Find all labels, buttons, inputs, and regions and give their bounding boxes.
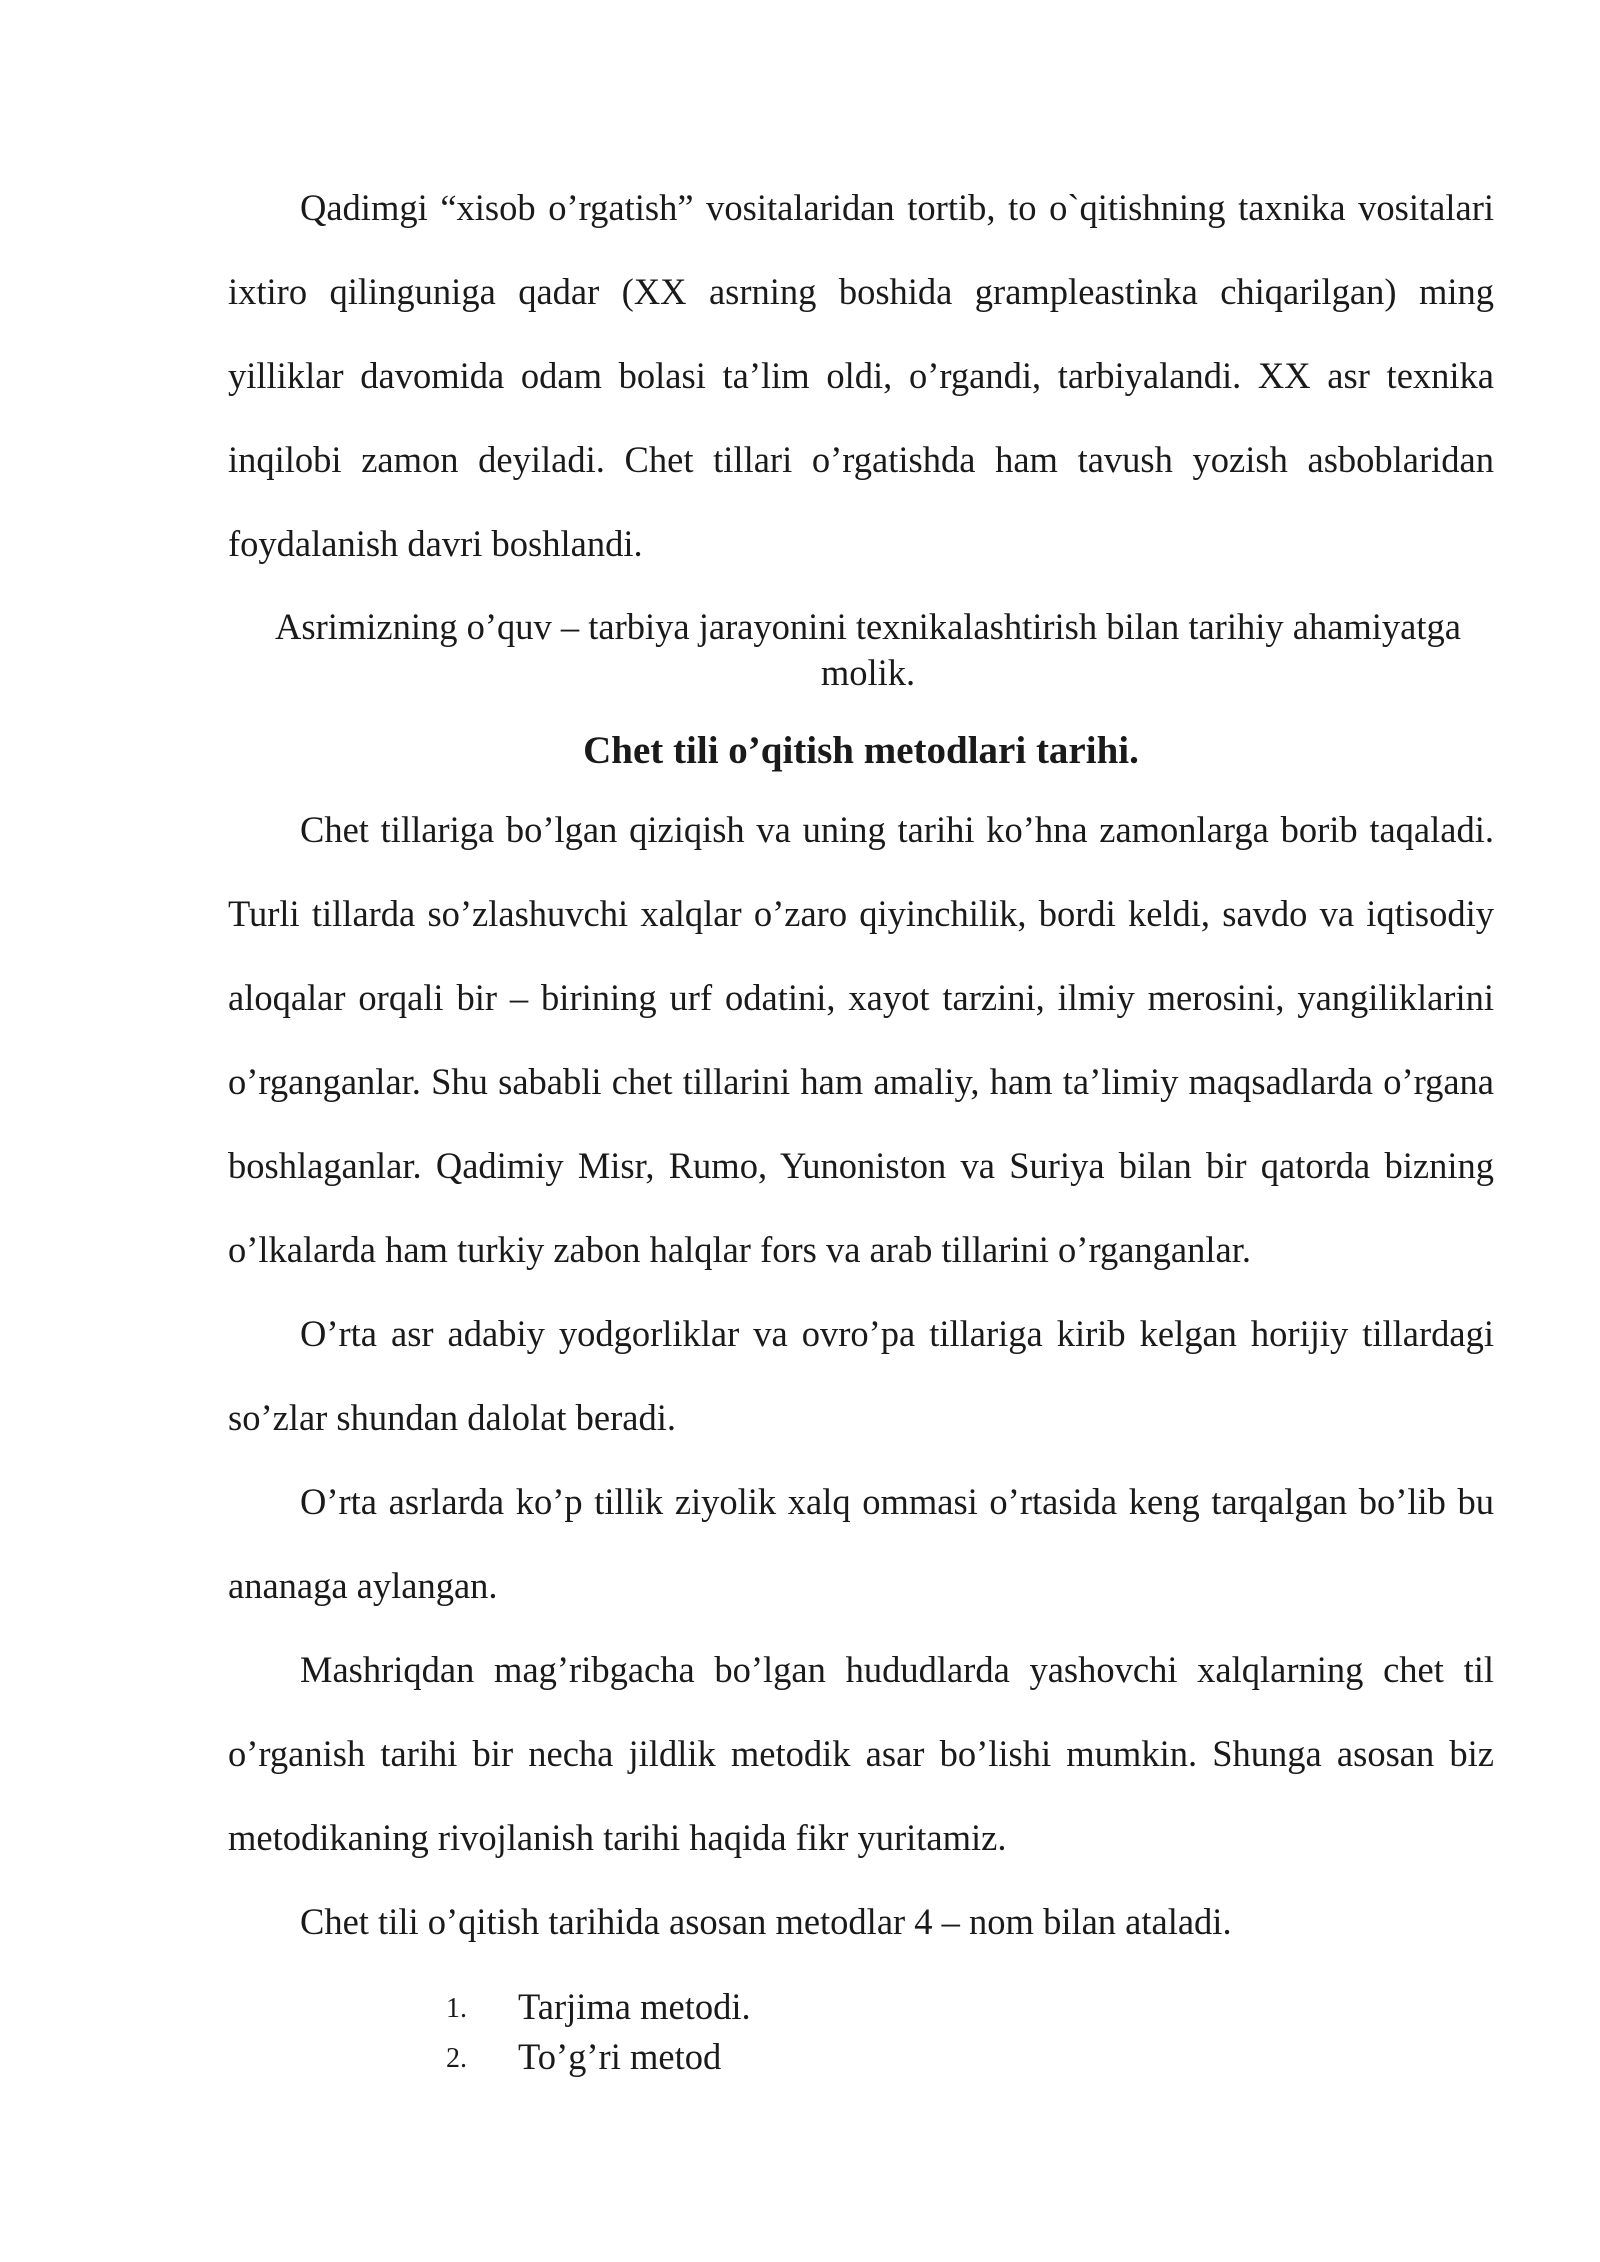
- paragraph-3: O’rta asr adabiy yodgorliklar va ovro’pa tillariga kirib kelgan horijiy tillardagi so’zlar shundan dalolat beradi.: [228, 1313, 1494, 1438]
- section-heading: Chet tili o’qitish metodlari tarihi.: [583, 729, 1139, 772]
- paragraph-5: Mashriqdan mag’ribgacha bo’lgan hududlarda yashovchi xalqlarning chet til o’rganish tarihi bir necha jildlik metodik asar bo’lishi mumkin. Shunga asosan biz metodikaning rivojlanish tarihi haqida fikr yuritamiz.: [228, 1649, 1494, 1858]
- paragraph-1: Qadimgi “xisob o’rgatish” vositalaridan tortib, to o`qitishning taxnika vositalari ixtiro qilinguniga qadar (XX asrning boshida grampleastinka chiqarilgan) ming yilliklar davomida odam bolasi ta’lim oldi, o’rgandi, tarbiyalandi. XX asr texnika inqilobi zamon deyiladi. Chet tillari o’rgatishda ham tavush yozish asboblaridan foydalanish davri boshlandi.: [228, 187, 1494, 564]
- list-item: [228, 1982, 1494, 2032]
- methods-list: [228, 1982, 1494, 2082]
- list-item-number: 2.: [446, 2043, 467, 2074]
- list-item-text: To’g’ri metod: [518, 2036, 722, 2077]
- list-item-text: Tarjima metodi.: [518, 1986, 751, 2027]
- paragraph-4: O’rta asrlarda ko’p tillik ziyolik xalq ommasi o’rtasida keng tarqalgan bo’lib bu ananaga aylangan.: [228, 1481, 1494, 1606]
- paragraph-6: Chet tili o’qitish tarihida asosan metodlar 4 – nom bilan ataladi.: [300, 1901, 1232, 1942]
- centered-note: Asrimizning o’quv – tarbiya jarayonini texnikalashtirish bilan tarihiy ahamiyatga molik.: [275, 606, 1461, 693]
- document-page: [228, 166, 1494, 2082]
- list-item-number: 1.: [446, 1993, 467, 2024]
- list-item: [228, 2032, 1494, 2082]
- paragraph-2: Chet tillariga bo’lgan qiziqish va uning tarihi ko’hna zamonlarga borib taqaladi. Turli tillarda so’zlashuvchi xalqlar o’zaro qiyinchilik, bordi keldi, savdo va iqtisodiy aloqalar orqali bir – birining urf odatini, xayot tarzini, ilmiy merosini, yangiliklarini o’rganganlar. Shu sababli chet tillarini ham amaliy, ham ta’limiy maqsadlarda o’rgana boshlaganlar. Qadimiy Misr, Rumo, Yunoniston va Suriya bilan bir qatorda bizning o’lkalarda ham turkiy zabon halqlar fors va arab tillarini o’rganganlar.: [228, 809, 1494, 1270]
